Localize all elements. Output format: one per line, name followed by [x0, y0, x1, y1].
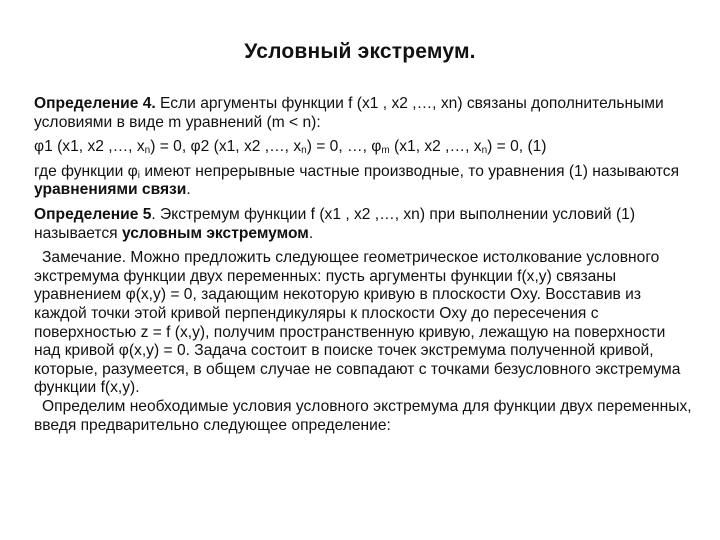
term-conditional-extremum: условным экстремумом — [121, 224, 309, 242]
definition-4-paragraph — [34, 95, 694, 132]
closing-paragraph: Определим необходимые условия условного экстремума для функции двух переменных, введя предварительно следующее определение: — [34, 397, 692, 434]
slide-title: Условный экстремум. — [244, 40, 476, 63]
term-constraint-equations: уравнениями связи — [34, 181, 187, 199]
definition-4-text: Если аргументы функции f (x1 , x2 ,…, xn) связаны дополнительными условиями в виде m уравнений (m < n): — [34, 95, 664, 131]
remark-paragraph: Замечание. Можно предложить следующее геометрическое истолкование условного экстремума функции двух переменных: пусть аргументы функции f(x,y) связаны уравнением φ(x,y) = 0, задающим некоторую кривую в плоскости Oxy. Восставив из каждой точки этой кривой перпендикуляры к плоскости Oxy до пересечения с поверхностью z = f (x,y), получим пространственную кривую, лежащую на поверхности над кривой φ(x,y) = 0. Задача состоит в поиске точек экстремума полученной кривой, которые, разумеется, в общем случае не совпадают с точками безусловного экстремума функции f(x,y). — [34, 249, 681, 397]
definition-4-label: Определение 4. — [34, 95, 156, 112]
slide-body — [34, 95, 694, 435]
constraint-equations: φ1 (x1, x2 ,…, $x_n) = 0$, φ2 (x1, x2 ,…, $x_n) = 0$, …, $\varphi_m$ (x1, x2 ,…, $x_n) = 0$, (1) — [34, 138, 547, 157]
constraint-paragraph: где функции $\varphi_i$ имеют непрерывные частные производные, то уравнения (1) называются уравнениями связи. — [34, 162, 680, 199]
definition-5-text: . Экстремум функции f (x1 , x2 ,…, xn) при выполнении условий (1) называется — [34, 205, 636, 242]
definition-5-label: Определение 5 — [34, 205, 152, 223]
definition-5-paragraph: Определение 5. Экстремум функции f (x1 , x2 ,…, xn) при выполнении условий (1) называется условным экстремумом. — [34, 205, 636, 242]
